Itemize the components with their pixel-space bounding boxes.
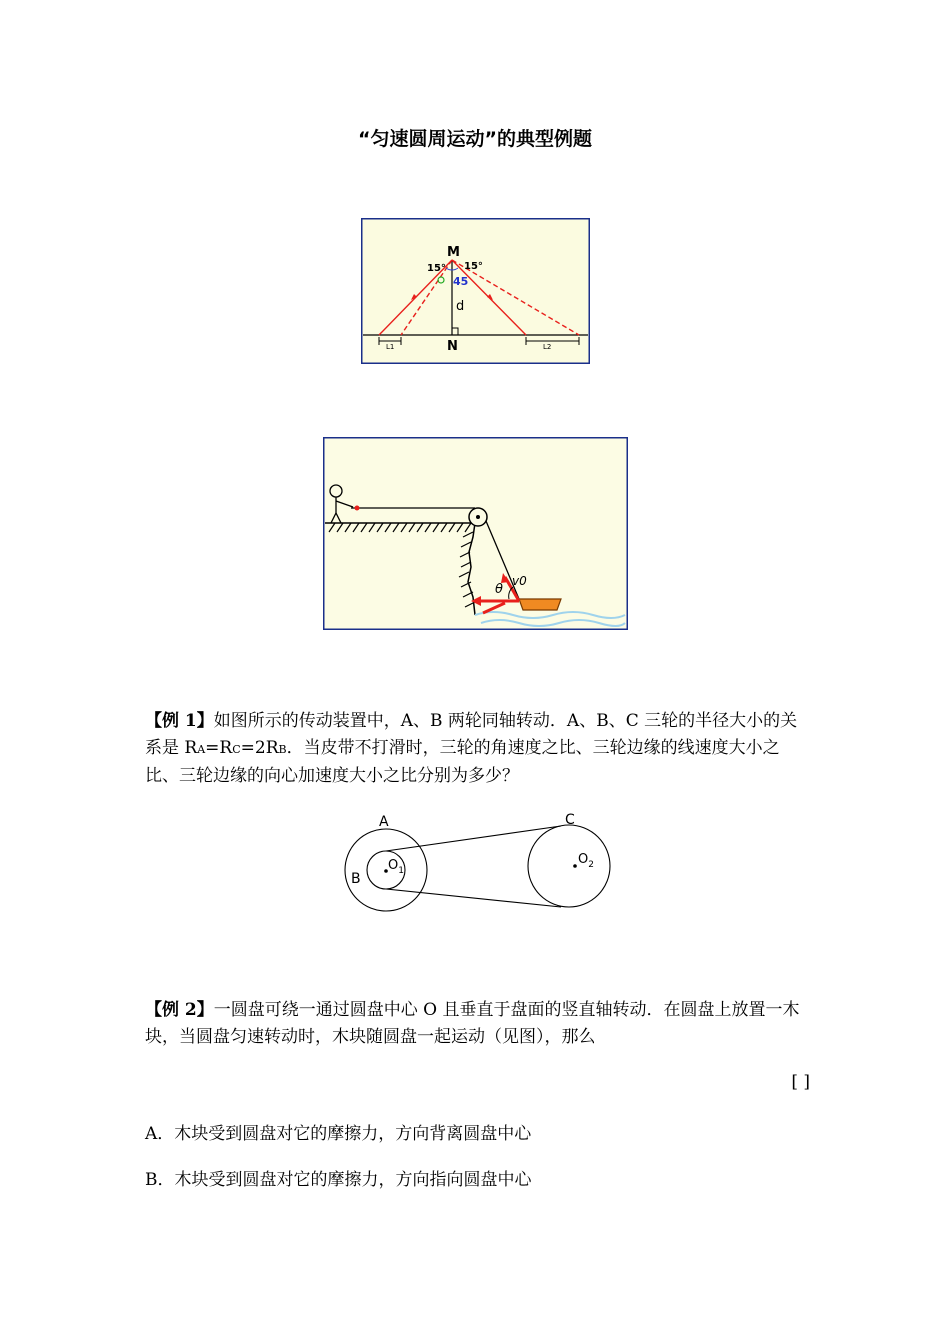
option-a: A．木块受到圆盘对它的摩擦力，方向背离圆盘中心 [145, 1124, 532, 1144]
label-n: N [447, 339, 458, 354]
label-o1: O [388, 858, 399, 873]
angle-left: 15° [427, 263, 446, 274]
label-o2-sub: 2 [588, 860, 594, 870]
example-2-paragraph [145, 997, 810, 1051]
label-d: d [456, 299, 465, 314]
subscript-a: A [197, 743, 206, 756]
example-1-paragraph [145, 708, 810, 790]
figure-boat-pulley [323, 437, 628, 630]
option-b: B．木块受到圆盘对它的摩擦力，方向指向圆盘中心 [145, 1170, 532, 1190]
example-1-text-d: ．当皮带不打滑时，三轮的角速度之比、三轮边缘的线速度大小之比、三轮边缘的向心加速度大小之比分别为多少？ [145, 738, 780, 786]
angle-center: 45 [453, 275, 469, 288]
answer-bracket: [ ] [791, 1072, 810, 1092]
example-2-tag: 【例 2】 [145, 1000, 214, 1020]
label-wheel-c: C [565, 812, 575, 828]
label-o1-sub: 1 [398, 866, 404, 876]
example-1-text-a: 如图所示的传动装置中，A、B 两轮同轴转动．A、B、C 三轮的半径大小的关系是 R [145, 711, 798, 758]
subscript-b: B [278, 743, 287, 756]
example-2-text: 一圆盘可绕一通过圆盘中心 O 且垂直于盘面的竖直轴转动．在圆盘上放置一木块，当圆盘匀速转动时，木块随圆盘一起运动（见图），那么 [145, 1000, 800, 1047]
label-theta: θ [495, 582, 503, 597]
figure-belt-transmission [335, 808, 625, 920]
example-1-tag: 【例 1】 [145, 711, 214, 731]
svg-text:O2 [578, 852, 594, 870]
segment-l2: L2 [543, 343, 552, 351]
example-1-text-b: =R [205, 738, 233, 758]
segment-l1: L1 [386, 343, 395, 351]
example-1-text-c: =2R [240, 738, 279, 758]
label-v0: v0 [512, 574, 527, 588]
svg-text:O1 [388, 858, 404, 876]
label-m: M [447, 245, 460, 260]
subscript-c: C [232, 743, 241, 756]
angle-right: 15° [464, 261, 483, 272]
label-o2: O [578, 852, 589, 867]
figure-reflection-diagram [361, 218, 590, 364]
label-wheel-a: A [379, 814, 389, 830]
label-wheel-b: B [351, 871, 361, 887]
page-title: “匀速圆周运动”的典型例题 [358, 128, 592, 150]
